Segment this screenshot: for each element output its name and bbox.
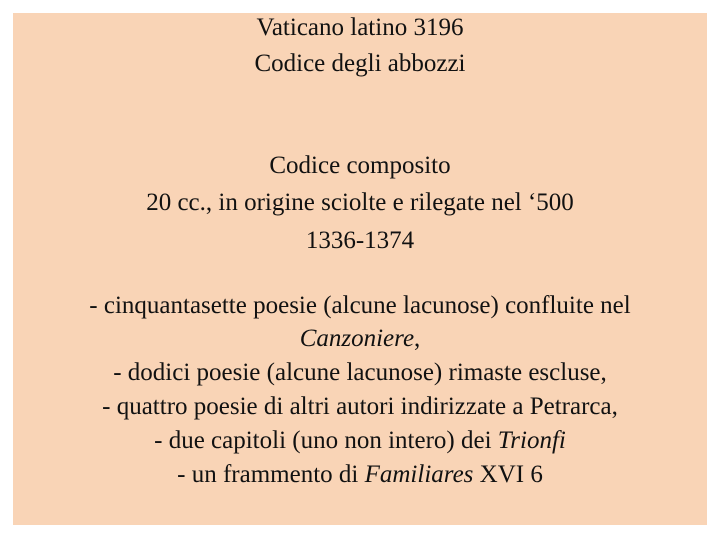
description-line-3: 1336-1374 [305, 227, 415, 254]
familiares-title: Familiares [364, 461, 474, 488]
description-line-1: Codice composito [269, 152, 451, 179]
trionfi-title: Trionfi [497, 427, 566, 454]
content-item-1: - cinquantasette poesie (alcune lacunose) confluite nel [89, 292, 631, 319]
content-item-1-tail: , [414, 325, 421, 352]
title-line-1: Vaticano latino 3196 [256, 14, 464, 41]
slide-panel [13, 13, 707, 525]
content-item-1-continuation [13, 324, 707, 354]
content-item-5-tail: XVI 6 [473, 461, 543, 488]
canzoniere-title: Canzoniere [299, 325, 415, 352]
content-item-4-text: - due capitoli (uno non intero) dei [154, 427, 498, 454]
content-item-3: - quattro poesie di altri autori indirizzate a Petrarca, [102, 393, 618, 420]
description-line-2: 20 cc., in origine sciolte e rilegate nel ‘500 [146, 189, 574, 216]
content-item-5-text: - un frammento di [177, 461, 365, 488]
title-line-2: Codice degli abbozzi [254, 50, 466, 77]
content-item-2: - dodici poesie (alcune lacunose) rimaste escluse, [113, 359, 607, 386]
content-item-5 [13, 460, 707, 490]
content-item-4 [13, 426, 707, 456]
